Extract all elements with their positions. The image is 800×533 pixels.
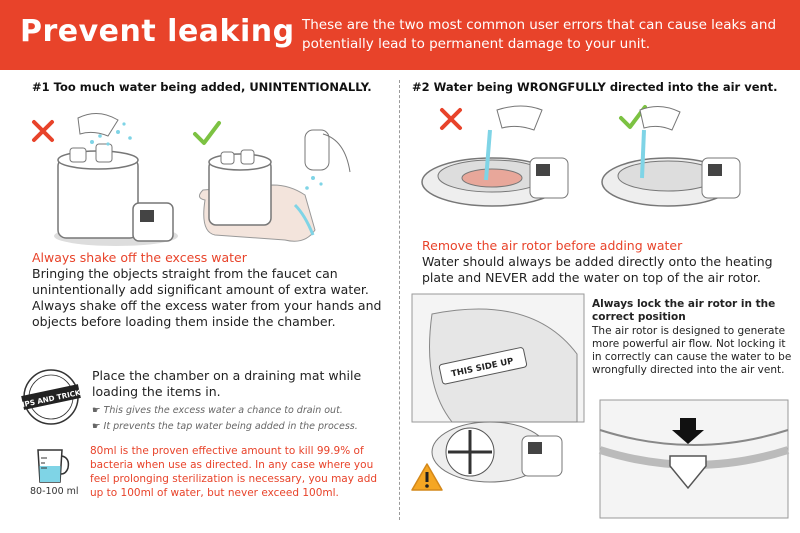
hand-icon: ☛ <box>92 421 104 432</box>
note-row <box>92 421 358 432</box>
ml-info-text: 80ml is the proven effective amount to kill 99.9% of bacteria when use as directed. In any case where you feel prolonging sterilization is necessary, you may add up to 100ml of water, but never exceed 100ml. <box>90 445 378 499</box>
rotor-lock-detail <box>600 400 788 518</box>
hand-icon: ☛ <box>92 405 104 416</box>
page-subtitle: These are the two most common user errors that can cause leaks and potentially lead to permanent damage to your unit. <box>302 17 777 52</box>
open-unit-illustration-correct <box>600 100 785 230</box>
mat-tip: Place the chamber on a draining mat while loading the items in. <box>92 368 362 399</box>
shake-off-body: Bringing the objects straight from the faucet can unintentionally add significant amount of extra water. Always shake off the excess water from your hands and objects before loading them inside the chamber. <box>32 266 382 329</box>
section-divider <box>399 80 400 520</box>
this-side-up-label: THIS SIDE UP <box>450 356 515 380</box>
lock-rotor-body: The air rotor is designed to generate more powerful air flow. Not locking it in correctly can cause the water to be wrongfully directed into the air vent. <box>592 325 792 376</box>
section2-tip <box>422 238 792 286</box>
sterilizer-illustration-wrong <box>38 108 188 253</box>
note-text: This gives the excess water a chance to drain out. <box>103 405 343 416</box>
note-row <box>92 405 343 416</box>
warning-icon <box>410 462 444 492</box>
section1-tip <box>32 250 392 330</box>
shake-off-heading: Always shake off the excess water <box>32 250 247 265</box>
remove-rotor-body: Water should always be added directly onto the heating plate and NEVER add the water on top of the air rotor. <box>422 254 773 285</box>
stamp-text: TIPS AND TRICKS <box>16 386 87 411</box>
header-banner <box>0 0 800 70</box>
section1-heading: #1 Too much water being added, UNINTENTIONALLY. <box>32 80 372 94</box>
note-text: It prevents the tap water being added in the process. <box>103 421 358 432</box>
lock-rotor-heading: Always lock the air rotor in the correct position <box>592 298 776 323</box>
page-title: Prevent leaking <box>20 14 295 49</box>
open-unit-illustration-wrong <box>412 100 597 230</box>
ml-label: 80-100 ml <box>30 486 79 497</box>
remove-rotor-heading: Remove the air rotor before adding water <box>422 238 683 253</box>
section2-heading: #2 Water being WRONGFULLY directed into the air vent. <box>412 80 778 94</box>
tips-and-tricks-stamp <box>16 366 87 428</box>
measuring-cup-icon <box>32 446 72 486</box>
sterilizer-illustration-on-mat <box>195 120 360 250</box>
